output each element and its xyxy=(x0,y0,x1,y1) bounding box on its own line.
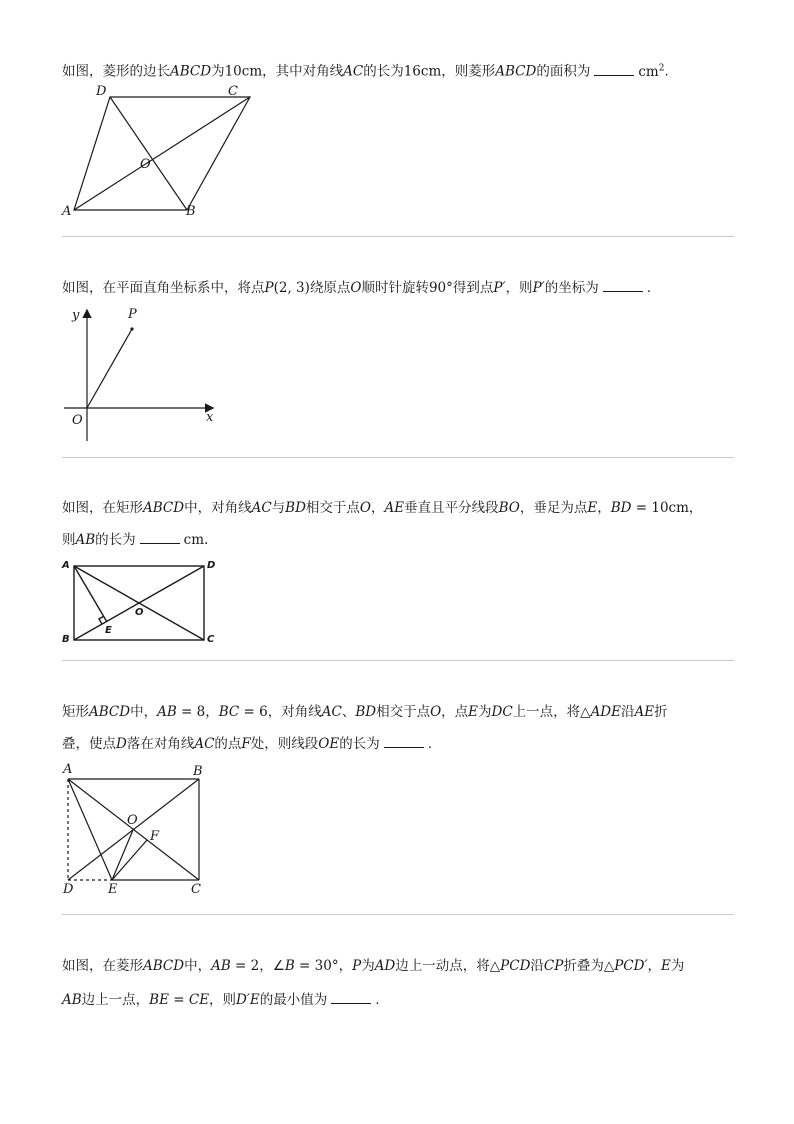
q4-part-e: 、 xyxy=(341,704,356,720)
label-a: A xyxy=(62,560,70,571)
label-x: x xyxy=(206,410,214,425)
fold-line-ae xyxy=(68,779,112,880)
q4-part-p: 的长为 xyxy=(339,736,380,752)
q3-part-k: 的长为 xyxy=(95,532,136,548)
q3-math-ac: AC xyxy=(251,500,272,516)
q4-math-bc: BC xyxy=(218,704,240,720)
segment-ef xyxy=(112,840,147,880)
q5-math-ad: AD xyxy=(374,958,396,974)
q1-num-16cm: 16cm xyxy=(403,63,442,80)
question-4-text-line1 xyxy=(62,696,734,728)
q4-part-a: 矩形 xyxy=(62,704,89,720)
label-b: B xyxy=(186,204,196,219)
q3-part-j: 则 xyxy=(62,532,76,548)
q4-math-d: D xyxy=(116,736,127,752)
q5-math-dprimee: D′E xyxy=(236,992,260,1008)
q4-math-e: E xyxy=(468,704,479,720)
q3-part-c: 与 xyxy=(271,500,286,516)
q4-eq-bc: = 6 xyxy=(239,704,268,720)
q4-math-dc: DC xyxy=(491,704,513,720)
q1-unit: $cm^2$ xyxy=(638,63,665,80)
q4-part-o: 处，则线段 xyxy=(250,736,319,752)
q4-part-i: 上一点，将△ xyxy=(512,704,591,720)
q3-part-b: 中，对角线 xyxy=(184,500,252,516)
q1-part-c: ，其中对角线 xyxy=(262,63,344,80)
q5-math-ab: AB xyxy=(211,958,231,974)
q2-math-pprime: P′ xyxy=(493,280,506,296)
divider-4 xyxy=(62,914,734,915)
label-e: E xyxy=(105,625,112,636)
q3-part-h: ， xyxy=(597,500,611,516)
label-p: P xyxy=(128,307,137,322)
q2-part-c: 顺时针旋转 xyxy=(361,280,429,296)
q4-math-ae: AE xyxy=(634,704,655,720)
q2-part-a: 如图，在平面直角坐标系中，将点 xyxy=(62,280,265,296)
label-a: A xyxy=(63,762,73,777)
q1-part-f: 的面积为 xyxy=(536,63,591,80)
label-d: D xyxy=(63,882,74,897)
q5-eq-sign: = xyxy=(168,992,189,1008)
label-b: B xyxy=(62,634,70,645)
label-b: B xyxy=(193,764,203,779)
q5-part-c: ，∠ xyxy=(259,958,285,974)
q1-figure-rhombus xyxy=(60,82,250,222)
q5-part-k: 边上一点， xyxy=(81,992,150,1008)
q3-math-ae: AE xyxy=(384,500,405,516)
q5-math-ab-2: AB xyxy=(62,992,82,1008)
q4-math-ab: AB xyxy=(157,704,177,720)
q4-part-k: 折 xyxy=(654,704,668,720)
q5-part-a: 如图，在菱形 xyxy=(62,958,143,974)
label-d: D xyxy=(96,84,107,99)
q3-part-g: ，垂足为点 xyxy=(519,500,588,516)
q3-math-bd-2: BD xyxy=(610,500,632,516)
q4-part-m: 落在对角线 xyxy=(126,736,195,752)
q1-part-b: 为 xyxy=(211,63,225,80)
divider-1 xyxy=(62,236,734,237)
q4-math-o: O xyxy=(430,704,442,720)
q5-part-d: ， xyxy=(338,958,353,974)
q5-math-cp: CP xyxy=(543,958,564,974)
question-3-text-line2 xyxy=(62,524,734,556)
q3-answer-blank[interactable] xyxy=(140,529,180,544)
q2-math-pprime-2: P′ xyxy=(532,280,545,296)
q5-answer-blank[interactable] xyxy=(331,989,371,1004)
q5-math-pcdprime: PCD′ xyxy=(614,958,648,974)
point-p xyxy=(130,327,133,330)
q1-part-e: ，则菱形 xyxy=(441,63,496,80)
q4-part-l: 叠，使点 xyxy=(62,736,116,752)
q4-part-d: ，对角线 xyxy=(267,704,322,720)
label-o: O xyxy=(127,813,138,828)
q1-part-a: 如图，菱形的边长 xyxy=(62,63,170,80)
q5-part-g: 沿 xyxy=(530,958,544,974)
q3-part-e: ， xyxy=(371,500,385,516)
q3-part-a: 如图，在矩形 xyxy=(62,500,143,516)
q5-part-f: 边上一动点，将△ xyxy=(395,958,501,974)
q5-end: . xyxy=(375,992,380,1008)
q4-math-bd: BD xyxy=(355,704,377,720)
q4-part-j: 沿 xyxy=(621,704,635,720)
q3-unit: cm. xyxy=(183,532,209,548)
q2-part-f: 的坐标为 xyxy=(544,280,599,296)
q4-answer-blank[interactable] xyxy=(384,733,424,748)
q3-math-bd: BD xyxy=(285,500,306,516)
diagonal-bd xyxy=(110,97,187,210)
q1-end: . xyxy=(664,63,669,80)
q5-math-abcd: ABCD xyxy=(143,958,185,974)
q5-part-e: 为 xyxy=(361,958,375,974)
q3-math-o: O xyxy=(359,500,371,516)
q5-eq-angle: = 30° xyxy=(294,958,339,974)
label-f: F xyxy=(150,829,160,844)
q4-part-g: ，点 xyxy=(441,704,469,720)
q4-figure-rectangle-fold xyxy=(60,760,220,900)
q3-math-ab: AB xyxy=(75,532,96,548)
q2-part-d: 得到点 xyxy=(452,280,494,296)
q4-eq-ab: = 8 xyxy=(176,704,206,720)
q3-part-f: 垂直且平分线段 xyxy=(404,500,499,516)
q5-part-h: 折叠为△ xyxy=(563,958,615,974)
label-c: C xyxy=(228,84,238,99)
question-2-text xyxy=(62,272,734,304)
question-5-text-line1 xyxy=(62,950,734,982)
q5-part-m: 的最小值为 xyxy=(259,992,328,1008)
divider-3 xyxy=(62,660,734,661)
segment-ae xyxy=(74,566,107,622)
divider-2 xyxy=(62,457,734,458)
q4-part-h: 为 xyxy=(478,704,492,720)
q2-part-b: 绕原点 xyxy=(309,280,351,296)
q1-answer-blank[interactable] xyxy=(594,61,634,76)
label-e: E xyxy=(108,882,118,897)
q5-math-e: E xyxy=(661,958,671,974)
q1-math-abcd: ABCD xyxy=(170,63,212,80)
q5-part-l: ，则 xyxy=(209,992,237,1008)
q2-answer-blank[interactable] xyxy=(603,277,643,292)
question-5-text-line2 xyxy=(62,984,734,1016)
q4-part-n: 的点 xyxy=(214,736,242,752)
q1-num-10cm: 10cm xyxy=(224,63,263,80)
q5-eq-ab: = 2 xyxy=(230,958,260,974)
q5-part-j: 为 xyxy=(670,958,685,974)
q3-figure-rectangle xyxy=(60,558,225,648)
q5-math-b: B xyxy=(284,958,295,974)
q3-part-d: 相交于点 xyxy=(305,500,360,516)
label-o: O xyxy=(72,413,83,428)
q4-part-f: 相交于点 xyxy=(376,704,431,720)
label-c: C xyxy=(191,882,201,897)
q2-math-p: P xyxy=(264,280,274,296)
q3-part-i: ， xyxy=(688,500,703,516)
q5-math-pcd: PCD xyxy=(500,958,531,974)
q2-figure-coordinate xyxy=(60,305,230,445)
label-o: O xyxy=(140,157,151,172)
q3-eq: = 10cm xyxy=(631,500,689,516)
q2-part-e: ，则 xyxy=(505,280,533,296)
label-d: D xyxy=(207,560,216,571)
q5-math-ce: CE xyxy=(188,992,210,1008)
label-a: A xyxy=(62,204,72,219)
q4-math-f: F xyxy=(241,736,251,752)
q2-coord: (2, 3) xyxy=(273,280,310,296)
question-4-text-line2 xyxy=(62,728,734,760)
q4-part-c: ， xyxy=(205,704,219,720)
q4-math-abcd: ABCD xyxy=(89,704,131,720)
q4-part-b: 中， xyxy=(130,704,158,720)
label-y: y xyxy=(72,308,80,323)
q4-math-ac: AC xyxy=(321,704,342,720)
q2-math-o: O xyxy=(350,280,362,296)
segment-op xyxy=(87,329,132,408)
label-o: O xyxy=(135,607,144,618)
q2-end: . xyxy=(646,280,652,296)
q5-math-be: BE xyxy=(149,992,169,1008)
q1-math-abcd-2: ABCD xyxy=(495,63,537,80)
q1-math-ac: AC xyxy=(343,63,364,80)
q4-math-oe: OE xyxy=(318,736,340,752)
diagonal-ac xyxy=(74,97,250,210)
q3-math-abcd: ABCD xyxy=(143,500,185,516)
q2-angle: 90° xyxy=(428,280,453,296)
q4-math-ade: ADE xyxy=(590,704,621,720)
q5-part-b: 中， xyxy=(184,958,212,974)
q4-end: . xyxy=(427,736,433,752)
q3-math-bo: BO xyxy=(498,500,520,516)
question-3-text-line1 xyxy=(62,492,734,524)
q3-math-e: E xyxy=(587,500,598,516)
q1-part-d: 的长为 xyxy=(363,63,404,80)
label-c: C xyxy=(207,634,215,645)
q4-math-ac-2: AC xyxy=(194,736,215,752)
q5-part-i: ， xyxy=(647,958,662,974)
q5-math-p: P xyxy=(352,958,362,974)
